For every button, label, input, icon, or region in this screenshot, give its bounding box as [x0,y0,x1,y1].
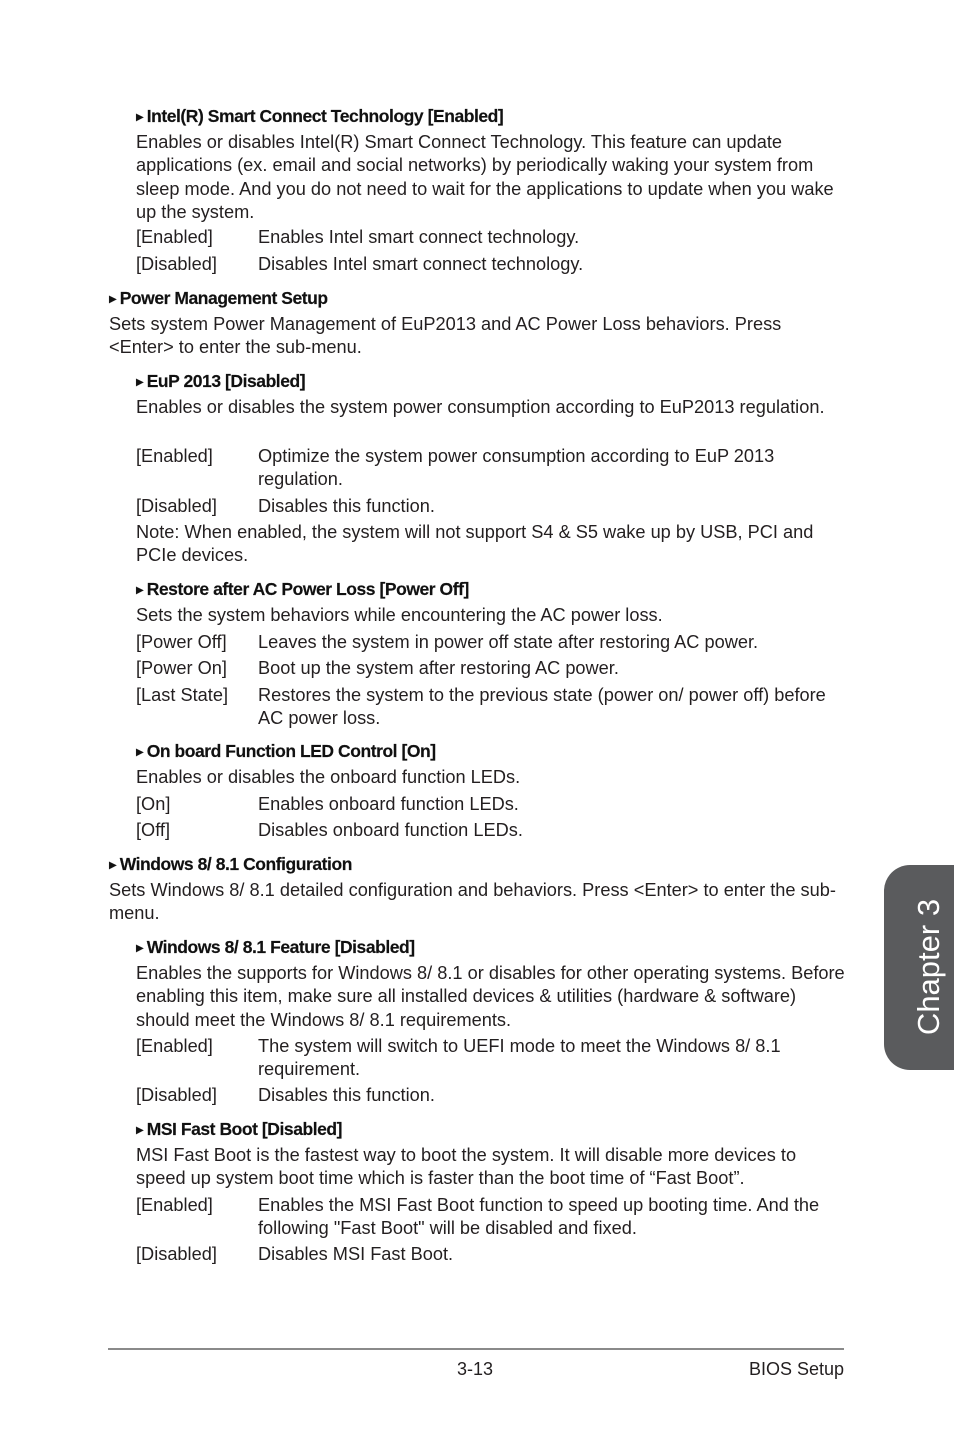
option-key: [Power Off] [136,632,227,652]
heading-text: MSI Fast Boot [Disabled] [146,1119,343,1139]
option-key: [Power On] [136,658,227,678]
option-key: [Off] [136,820,171,840]
triangle-right-icon: ▶ [136,585,144,596]
heading-text: Windows 8/ 8.1 Feature [Disabled] [146,937,415,957]
option-desc: Optimize the system power consumption according to EuP 2013 regulation. [258,446,775,490]
option-key: [Disabled] [136,496,217,516]
triangle-right-icon: ▶ [109,294,117,305]
heading-text: Power Management Setup [119,288,328,308]
option-desc: Disables onboard function LEDs. [258,820,523,840]
option-desc: The system will switch to UEFI mode to meet the Windows 8/ 8.1 requirement. [258,1036,781,1080]
heading-text: Windows 8/ 8.1 Configuration [119,854,352,874]
triangle-right-icon: ▶ [136,943,144,954]
heading-text: EuP 2013 [Disabled] [146,371,306,391]
triangle-right-icon: ▶ [136,377,144,388]
item-heading-eup2013 [136,371,305,392]
chapter-tab-label: Chapter 3 [911,898,946,1036]
option-desc: Disables this function. [258,496,435,516]
chapter-tab [884,865,954,1070]
option-desc: Enables the MSI Fast Boot function to speed up booting time. And the following "Fast Boot" will be disabled and fixed. [258,1195,820,1239]
option-desc: Disables this function. [258,1085,435,1105]
heading-text: On board Function LED Control [On] [146,741,436,761]
triangle-right-icon: ▶ [136,1125,144,1136]
option-key: [On] [136,794,171,814]
footer-title: BIOS Setup [748,1359,844,1379]
triangle-right-icon: ▶ [136,747,144,758]
option-desc: Leaves the system in power off state after restoring AC power. [258,632,759,652]
item-heading-restore-ac [136,579,469,600]
menu-description: Sets Windows 8/ 8.1 detailed configuration and behaviors. Press <Enter> to enter the sub-menu. [109,880,836,924]
item-heading-msi-fast-boot [136,1119,342,1140]
menu-heading-windows-config [109,854,352,875]
item-description: Enables or disables Intel(R) Smart Connect Technology. This feature can update applications (ex. email and social networks) by periodically waking your system from sleep mode. And you do not need to wait for the applications to update when you wake up the system. [136,132,834,222]
item-note: Note: When enabled, the system will not support S4 & S5 wake up by USB, PCI and PCIe devices. [136,522,814,566]
option-key: [Last State] [136,685,229,705]
option-desc: Restores the system to the previous state (power on/ power off) before AC power loss. [258,685,826,729]
item-description: MSI Fast Boot is the fastest way to boot the system. It will disable more devices to speed up system boot time which is faster than the boot time of “Fast Boot”. [136,1145,797,1189]
page-number: 3-13 [457,1359,494,1379]
menu-description: Sets system Power Management of EuP2013 and AC Power Loss behaviors. Press <Enter> to enter the sub-menu. [109,314,782,358]
heading-text: Restore after AC Power Loss [Power Off] [146,579,469,599]
item-heading-led-control [136,741,436,762]
option-key: [Disabled] [136,254,217,274]
option-key: [Enabled] [136,446,213,466]
heading-text: Intel(R) Smart Connect Technology [Enabled] [146,106,504,126]
item-heading-smart-connect [136,106,503,127]
option-key: [Disabled] [136,1085,217,1105]
item-description: Sets the system behaviors while encountering the AC power loss. [136,605,663,625]
option-key: [Enabled] [136,1195,213,1215]
option-desc: Disables Intel smart connect technology. [258,254,584,274]
option-key: [Enabled] [136,1036,213,1056]
triangle-right-icon: ▶ [109,860,117,871]
option-key: [Disabled] [136,1244,217,1264]
footer-rule [108,1348,844,1350]
option-desc: Enables Intel smart connect technology. [258,227,580,247]
option-desc: Enables onboard function LEDs. [258,794,519,814]
triangle-right-icon: ▶ [136,112,144,123]
menu-heading-power-management [109,288,328,309]
item-description: Enables the supports for Windows 8/ 8.1 or disables for other operating systems. Before enabling this item, make sure all installed devices & utilities (hardware & software) should meet the Windows 8/ 8.1 requirements. [136,963,845,1030]
item-heading-windows-feature [136,937,415,958]
item-description: Enables or disables the system power consumption according to EuP2013 regulation. [136,397,825,417]
option-key: [Enabled] [136,227,213,247]
item-description: Enables or disables the onboard function LEDs. [136,767,521,787]
option-desc: Boot up the system after restoring AC power. [258,658,619,678]
option-desc: Disables MSI Fast Boot. [258,1244,454,1264]
